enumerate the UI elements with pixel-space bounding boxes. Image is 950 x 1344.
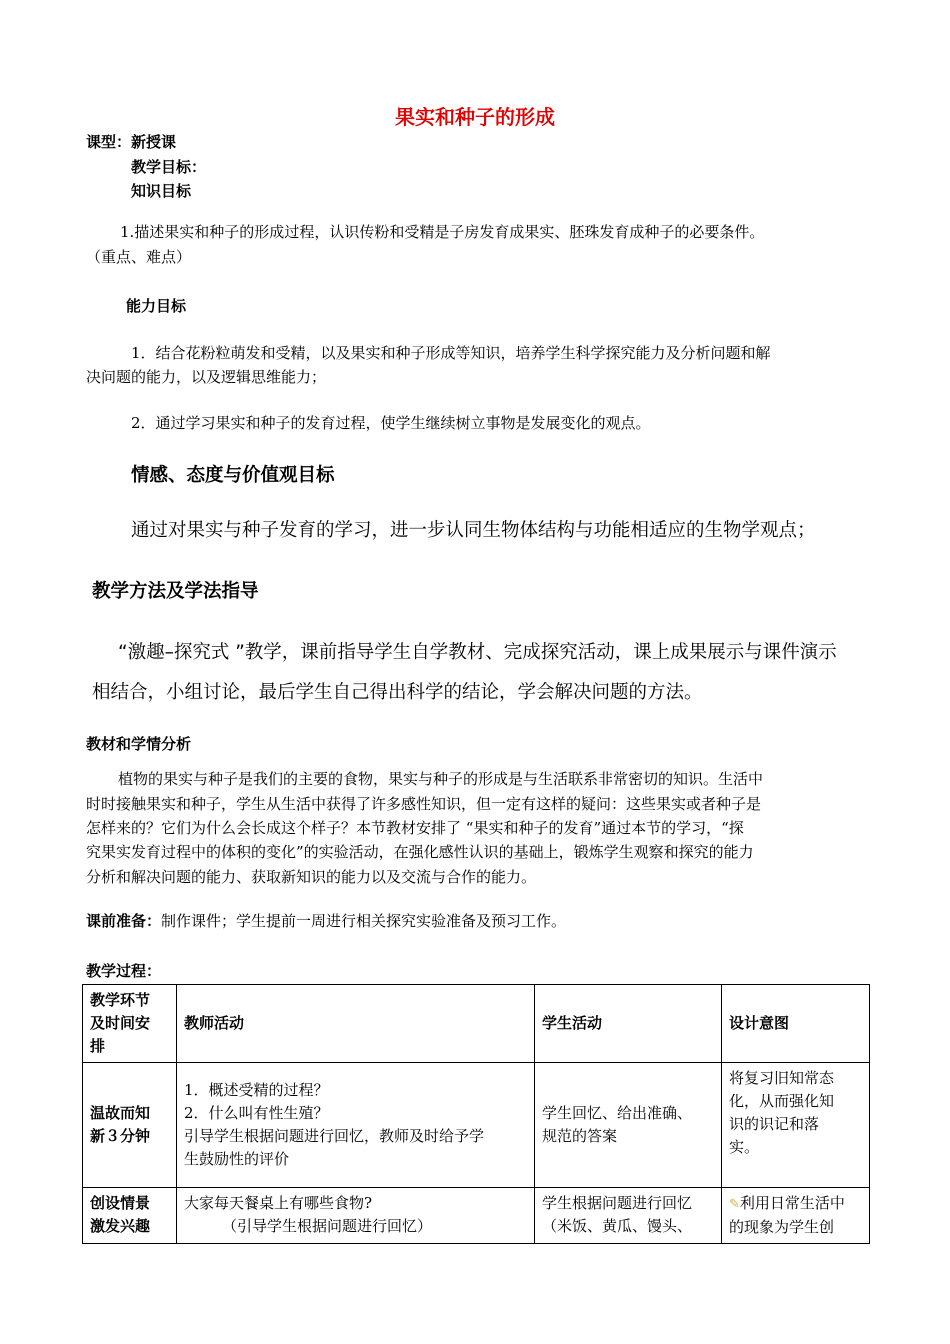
analysis-line2: 时时接触果实和种子，学生从生活中获得了许多感性知识，但一定有这样的疑问：这些果实或者种子是 [86, 795, 762, 813]
row1-student-activity: 学生回忆、给出准确、 规范的答案 [535, 1063, 722, 1188]
emotion-goal-heading: 情感、态度与价值观目标 [131, 465, 335, 486]
header-student-activity: 学生活动 [535, 985, 722, 1063]
row1-design-intent: 将复习旧知常态 化，从而强化知 识的识记和落 实。 [722, 1063, 870, 1188]
ability-goal-heading: 能力目标 [126, 297, 187, 315]
row2-teacher-activity: 大家每天餐桌上有哪些食物? （引导学生根据问题进行回忆） [177, 1188, 535, 1244]
header-teacher-activity: 教师活动 [177, 985, 535, 1063]
analysis-heading: 教材和学情分析 [86, 735, 192, 753]
table-header-row [83, 985, 870, 1063]
table-row [83, 1188, 870, 1244]
process-heading: 教学过程： [86, 962, 162, 980]
page-title: 果实和种子的形成 [395, 105, 555, 129]
knowledge-goal-item1-line2: （重点、难点） [86, 248, 192, 266]
row1-teacher-activity: 1．概述受精的过程？ 2．什么叫有性生殖？ 引导学生根据问题进行回忆，教师及时给予学 生鼓励性的评价 [177, 1063, 535, 1188]
analysis-line5: 分析和解决问题的能力、获取新知识的能力以及交流与合作的能力。 [86, 868, 537, 886]
knowledge-goal-item1-line1: 1.描述果实和种子的形成过程，认识传粉和受精是子房发育成果实、胚珠发育成种子的必要条件。 [120, 223, 765, 241]
method-line1: “激趣–探究式 ”教学，课前指导学生自学教材、完成探究活动，课上成果展示与课件演示 [118, 642, 837, 663]
row1-stage: 温故而知 新３分钟 [83, 1063, 177, 1188]
ability-goal-item1-line1: 1．结合花粉粒萌发和受精，以及果实和种子形成等知识，培养学生科学探究能力及分析问题和解 [131, 344, 771, 362]
analysis-line3: 怎样来的？它们为什么会长成这个样子？本节教材安排了 “果实和种子的发育”通过本节的学习，“探 [86, 819, 744, 837]
preparation-label: 课前准备： [86, 912, 162, 930]
header-stage: 教学环节 及时间安 排 [83, 985, 177, 1063]
lesson-type: 课型：新授课 [86, 133, 177, 151]
table-row [83, 1063, 870, 1188]
row2-student-activity: 学生根据问题进行回忆 （米饭、黄瓜、馒头、 [535, 1188, 722, 1244]
preparation-text: 制作课件；学生提前一周进行相关探究实验准备及预习工作。 [161, 912, 567, 930]
preparation [86, 910, 566, 931]
analysis-line4: 究果实发育过程中的体积的变化”的实验活动，在强化感性认识的基础上，锻炼学生观察和探究的能力 [86, 843, 754, 861]
header-design-intent: 设计意图 [722, 985, 870, 1063]
ability-goal-item1-line2: 决问题的能力，以及逻辑思维能力； [86, 368, 327, 386]
knowledge-goal-heading: 知识目标 [131, 182, 192, 200]
method-heading: 教学方法及学法指导 [92, 581, 259, 602]
teaching-process-table [82, 984, 870, 1244]
ability-goal-item2: 2．通过学习果实和种子的发育过程，使学生继续树立事物是发展变化的观点。 [131, 414, 651, 432]
edit-cursor-icon: ✎ [729, 1197, 740, 1212]
method-line2: 相结合，小组讨论，最后学生自己得出科学的结论，学会解决问题的方法。 [92, 682, 703, 703]
teaching-goals-heading: 教学目标： [131, 158, 207, 176]
row2-stage: 创设情景 激发兴趣 [83, 1188, 177, 1244]
emotion-goal-text: 通过对果实与种子发育的学习，进一步认同生物体结构与功能相适应的生物学观点； [131, 520, 816, 541]
row2-design-intent: ✎利用日常生活中 的现象为学生创 [722, 1188, 870, 1244]
analysis-line1: 植物的果实与种子是我们的主要的食物，果实与种子的形成是与生活联系非常密切的知识。生活中 [118, 770, 764, 788]
